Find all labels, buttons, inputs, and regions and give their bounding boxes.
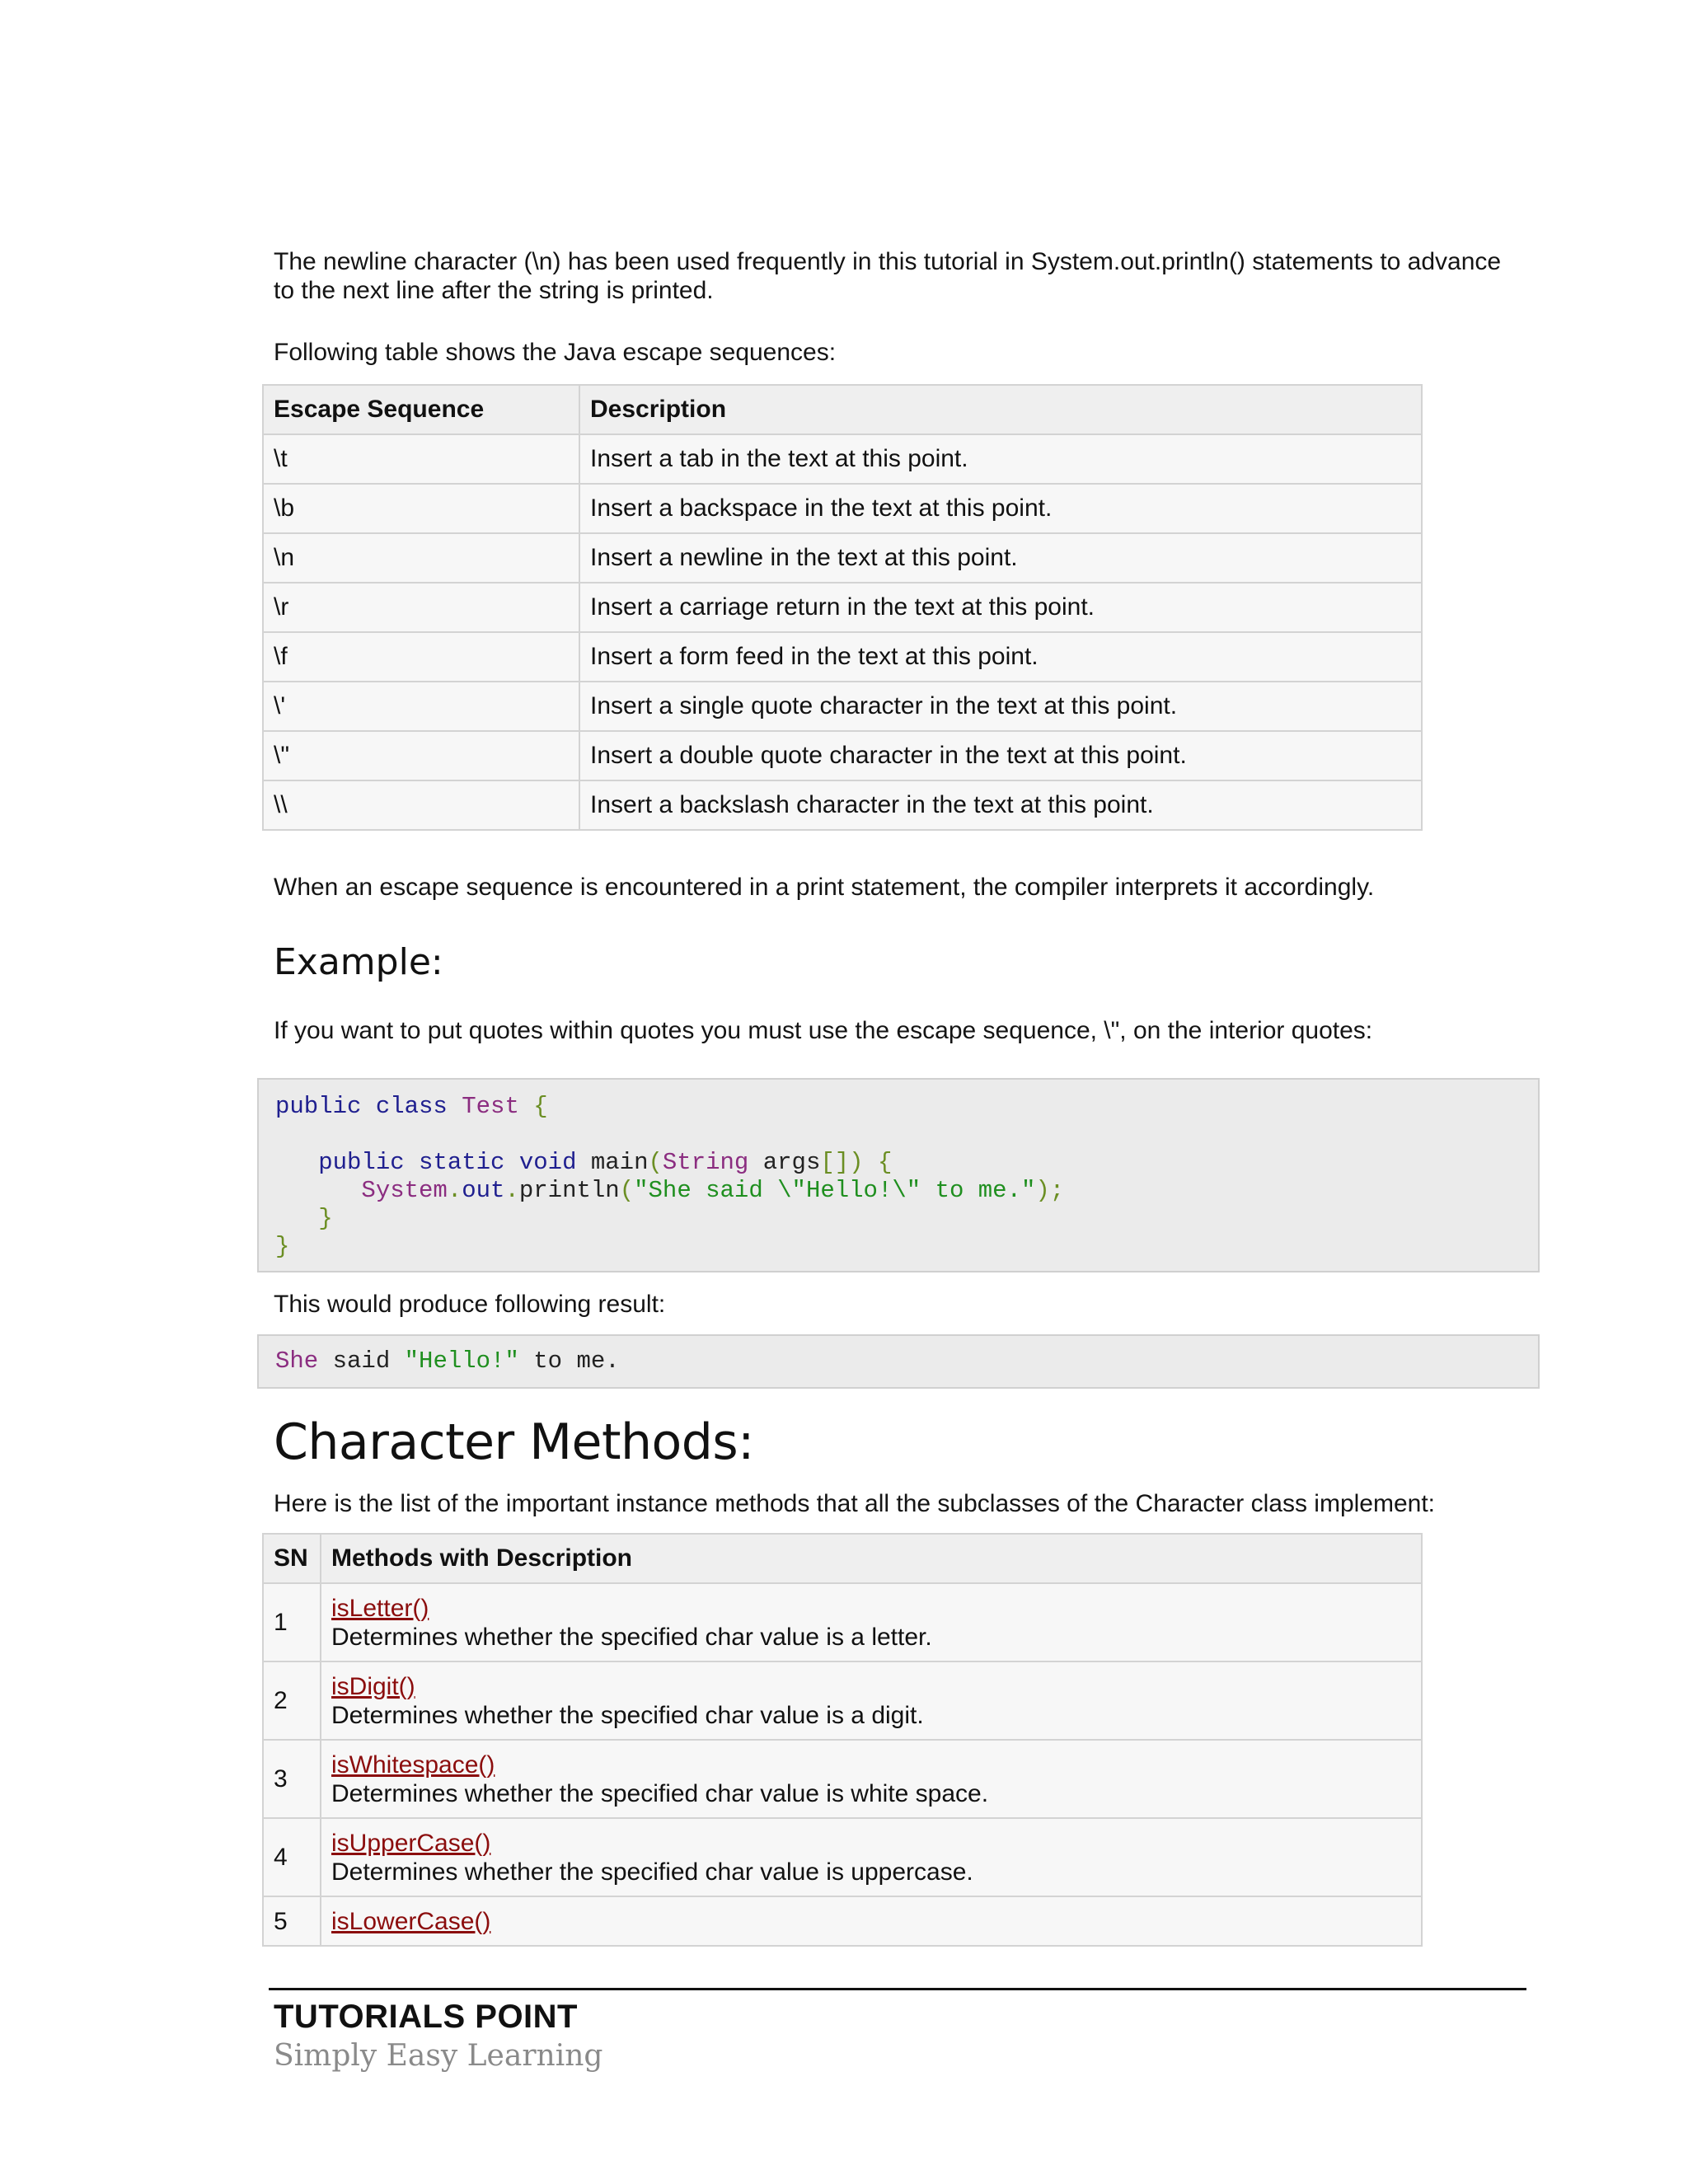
output-token: said bbox=[332, 1347, 405, 1375]
example-description: If you want to put quotes within quotes you must use the escape sequence, \", on the interior quotes: bbox=[274, 1017, 1373, 1044]
character-methods-heading: Character Methods: bbox=[274, 1413, 754, 1471]
method-cell bbox=[321, 1896, 1422, 1946]
sn-cell: 5 bbox=[263, 1896, 321, 1946]
escape-sequence-cell: \\ bbox=[263, 780, 579, 830]
sn-cell: 4 bbox=[263, 1818, 321, 1896]
escape-sequence-cell: \t bbox=[263, 434, 579, 484]
column-header-description: Description bbox=[579, 385, 1422, 434]
code-line bbox=[275, 1093, 1538, 1121]
escape-sequence-cell: \' bbox=[263, 682, 579, 731]
escape-sequence-table bbox=[262, 384, 1423, 831]
example-heading: Example: bbox=[274, 941, 443, 983]
table-row bbox=[263, 1740, 1422, 1818]
code-token bbox=[275, 1177, 361, 1204]
code-token: System bbox=[361, 1177, 448, 1204]
table-row bbox=[263, 1818, 1422, 1896]
code-line bbox=[275, 1205, 1538, 1233]
code-block bbox=[257, 1078, 1540, 1272]
escape-sequence-cell: \r bbox=[263, 583, 579, 632]
column-header-sn: SN bbox=[263, 1534, 321, 1583]
code-token: . bbox=[504, 1177, 519, 1204]
escape-sequence-cell: \f bbox=[263, 632, 579, 682]
method-link[interactable]: isLowerCase() bbox=[331, 1907, 491, 1935]
method-description: Determines whether the specified char value is a letter. bbox=[331, 1623, 932, 1651]
footer-tagline: Simply Easy Learning bbox=[274, 2039, 603, 2073]
table-row bbox=[263, 731, 1422, 780]
code-line bbox=[275, 1149, 1538, 1177]
method-link[interactable]: isLetter() bbox=[331, 1594, 429, 1622]
table-header-row bbox=[263, 385, 1422, 434]
code-token: main bbox=[590, 1149, 649, 1176]
code-token: public static void bbox=[318, 1149, 591, 1176]
code-token: . bbox=[447, 1177, 462, 1204]
description-cell: Insert a newline in the text at this point. bbox=[579, 533, 1422, 583]
table-row bbox=[263, 583, 1422, 632]
code-token: } bbox=[275, 1233, 290, 1260]
description-cell: Insert a single quote character in the text at this point. bbox=[579, 682, 1422, 731]
method-description: Determines whether the specified char value is white space. bbox=[331, 1779, 989, 1807]
table-row bbox=[263, 1583, 1422, 1661]
description-cell: Insert a tab in the text at this point. bbox=[579, 434, 1422, 484]
footer-divider bbox=[269, 1988, 1526, 1990]
table-row bbox=[263, 780, 1422, 830]
code-token bbox=[275, 1205, 318, 1232]
table-row bbox=[263, 484, 1422, 533]
output-token: "Hello!" bbox=[404, 1347, 534, 1375]
code-line bbox=[275, 1177, 1538, 1205]
table-row bbox=[263, 682, 1422, 731]
code-token: ( bbox=[648, 1149, 663, 1176]
method-link[interactable]: isUpperCase() bbox=[331, 1829, 491, 1857]
code-token: args bbox=[762, 1149, 821, 1176]
footer-brand: TUTORIALS POINT bbox=[274, 1999, 578, 2035]
method-description: Determines whether the specified char value is uppercase. bbox=[331, 1858, 973, 1886]
code-token: println bbox=[518, 1177, 620, 1204]
output-token: She bbox=[275, 1347, 333, 1375]
sn-cell: 3 bbox=[263, 1740, 321, 1818]
description-cell: Insert a form feed in the text at this point. bbox=[579, 632, 1422, 682]
code-token: { bbox=[533, 1093, 548, 1120]
escape-explanation-text: When an escape sequence is encountered in a print statement, the compiler interprets it accordingly. bbox=[274, 874, 1375, 901]
code-line bbox=[275, 1233, 1538, 1261]
description-cell: Insert a carriage return in the text at this point. bbox=[579, 583, 1422, 632]
intro-paragraph-line-1: The newline character (\n) has been used frequently in this tutorial in System.out.println() statements to advance bbox=[274, 248, 1502, 275]
description-cell: Insert a backslash character in the text at this point. bbox=[579, 780, 1422, 830]
result-output-block bbox=[257, 1334, 1540, 1389]
code-token: String bbox=[662, 1149, 763, 1176]
code-token: Test bbox=[462, 1093, 534, 1120]
sn-cell: 1 bbox=[263, 1583, 321, 1661]
method-cell bbox=[321, 1661, 1422, 1740]
method-cell bbox=[321, 1583, 1422, 1661]
escape-sequence-cell: \n bbox=[263, 533, 579, 583]
output-token: to me. bbox=[533, 1347, 620, 1375]
sn-cell: 2 bbox=[263, 1661, 321, 1740]
table-row bbox=[263, 632, 1422, 682]
escape-sequence-cell: \b bbox=[263, 484, 579, 533]
intro-paragraph-line-2: to the next line after the string is printed. bbox=[274, 277, 714, 304]
method-link[interactable]: isWhitespace() bbox=[331, 1750, 495, 1779]
table-row bbox=[263, 533, 1422, 583]
escape-sequence-cell: \" bbox=[263, 731, 579, 780]
methods-intro-text: Here is the list of the important instance methods that all the subclasses of the Character class implement: bbox=[274, 1490, 1436, 1517]
description-cell: Insert a backspace in the text at this point. bbox=[579, 484, 1422, 533]
character-methods-table bbox=[262, 1533, 1423, 1947]
code-token: ); bbox=[1035, 1177, 1065, 1204]
code-token: out bbox=[462, 1177, 505, 1204]
method-link[interactable]: isDigit() bbox=[331, 1672, 415, 1700]
code-token: "She said \"Hello!\" to me." bbox=[634, 1177, 1036, 1204]
table-intro-text: Following table shows the Java escape sequences: bbox=[274, 339, 837, 366]
result-intro-text: This would produce following result: bbox=[274, 1291, 666, 1318]
column-header-methods: Methods with Description bbox=[321, 1534, 1422, 1583]
code-token: } bbox=[318, 1205, 333, 1232]
code-line bbox=[275, 1121, 1538, 1149]
code-token bbox=[275, 1149, 318, 1176]
description-cell: Insert a double quote character in the text at this point. bbox=[579, 731, 1422, 780]
method-cell bbox=[321, 1740, 1422, 1818]
column-header-escape-sequence: Escape Sequence bbox=[263, 385, 579, 434]
code-token: ( bbox=[619, 1177, 635, 1204]
code-token: []) { bbox=[820, 1149, 893, 1176]
method-description: Determines whether the specified char value is a digit. bbox=[331, 1701, 924, 1729]
code-token: public class bbox=[275, 1093, 462, 1120]
method-cell bbox=[321, 1818, 1422, 1896]
table-header-row bbox=[263, 1534, 1422, 1583]
table-row bbox=[263, 1896, 1422, 1946]
table-row bbox=[263, 434, 1422, 484]
table-row bbox=[263, 1661, 1422, 1740]
